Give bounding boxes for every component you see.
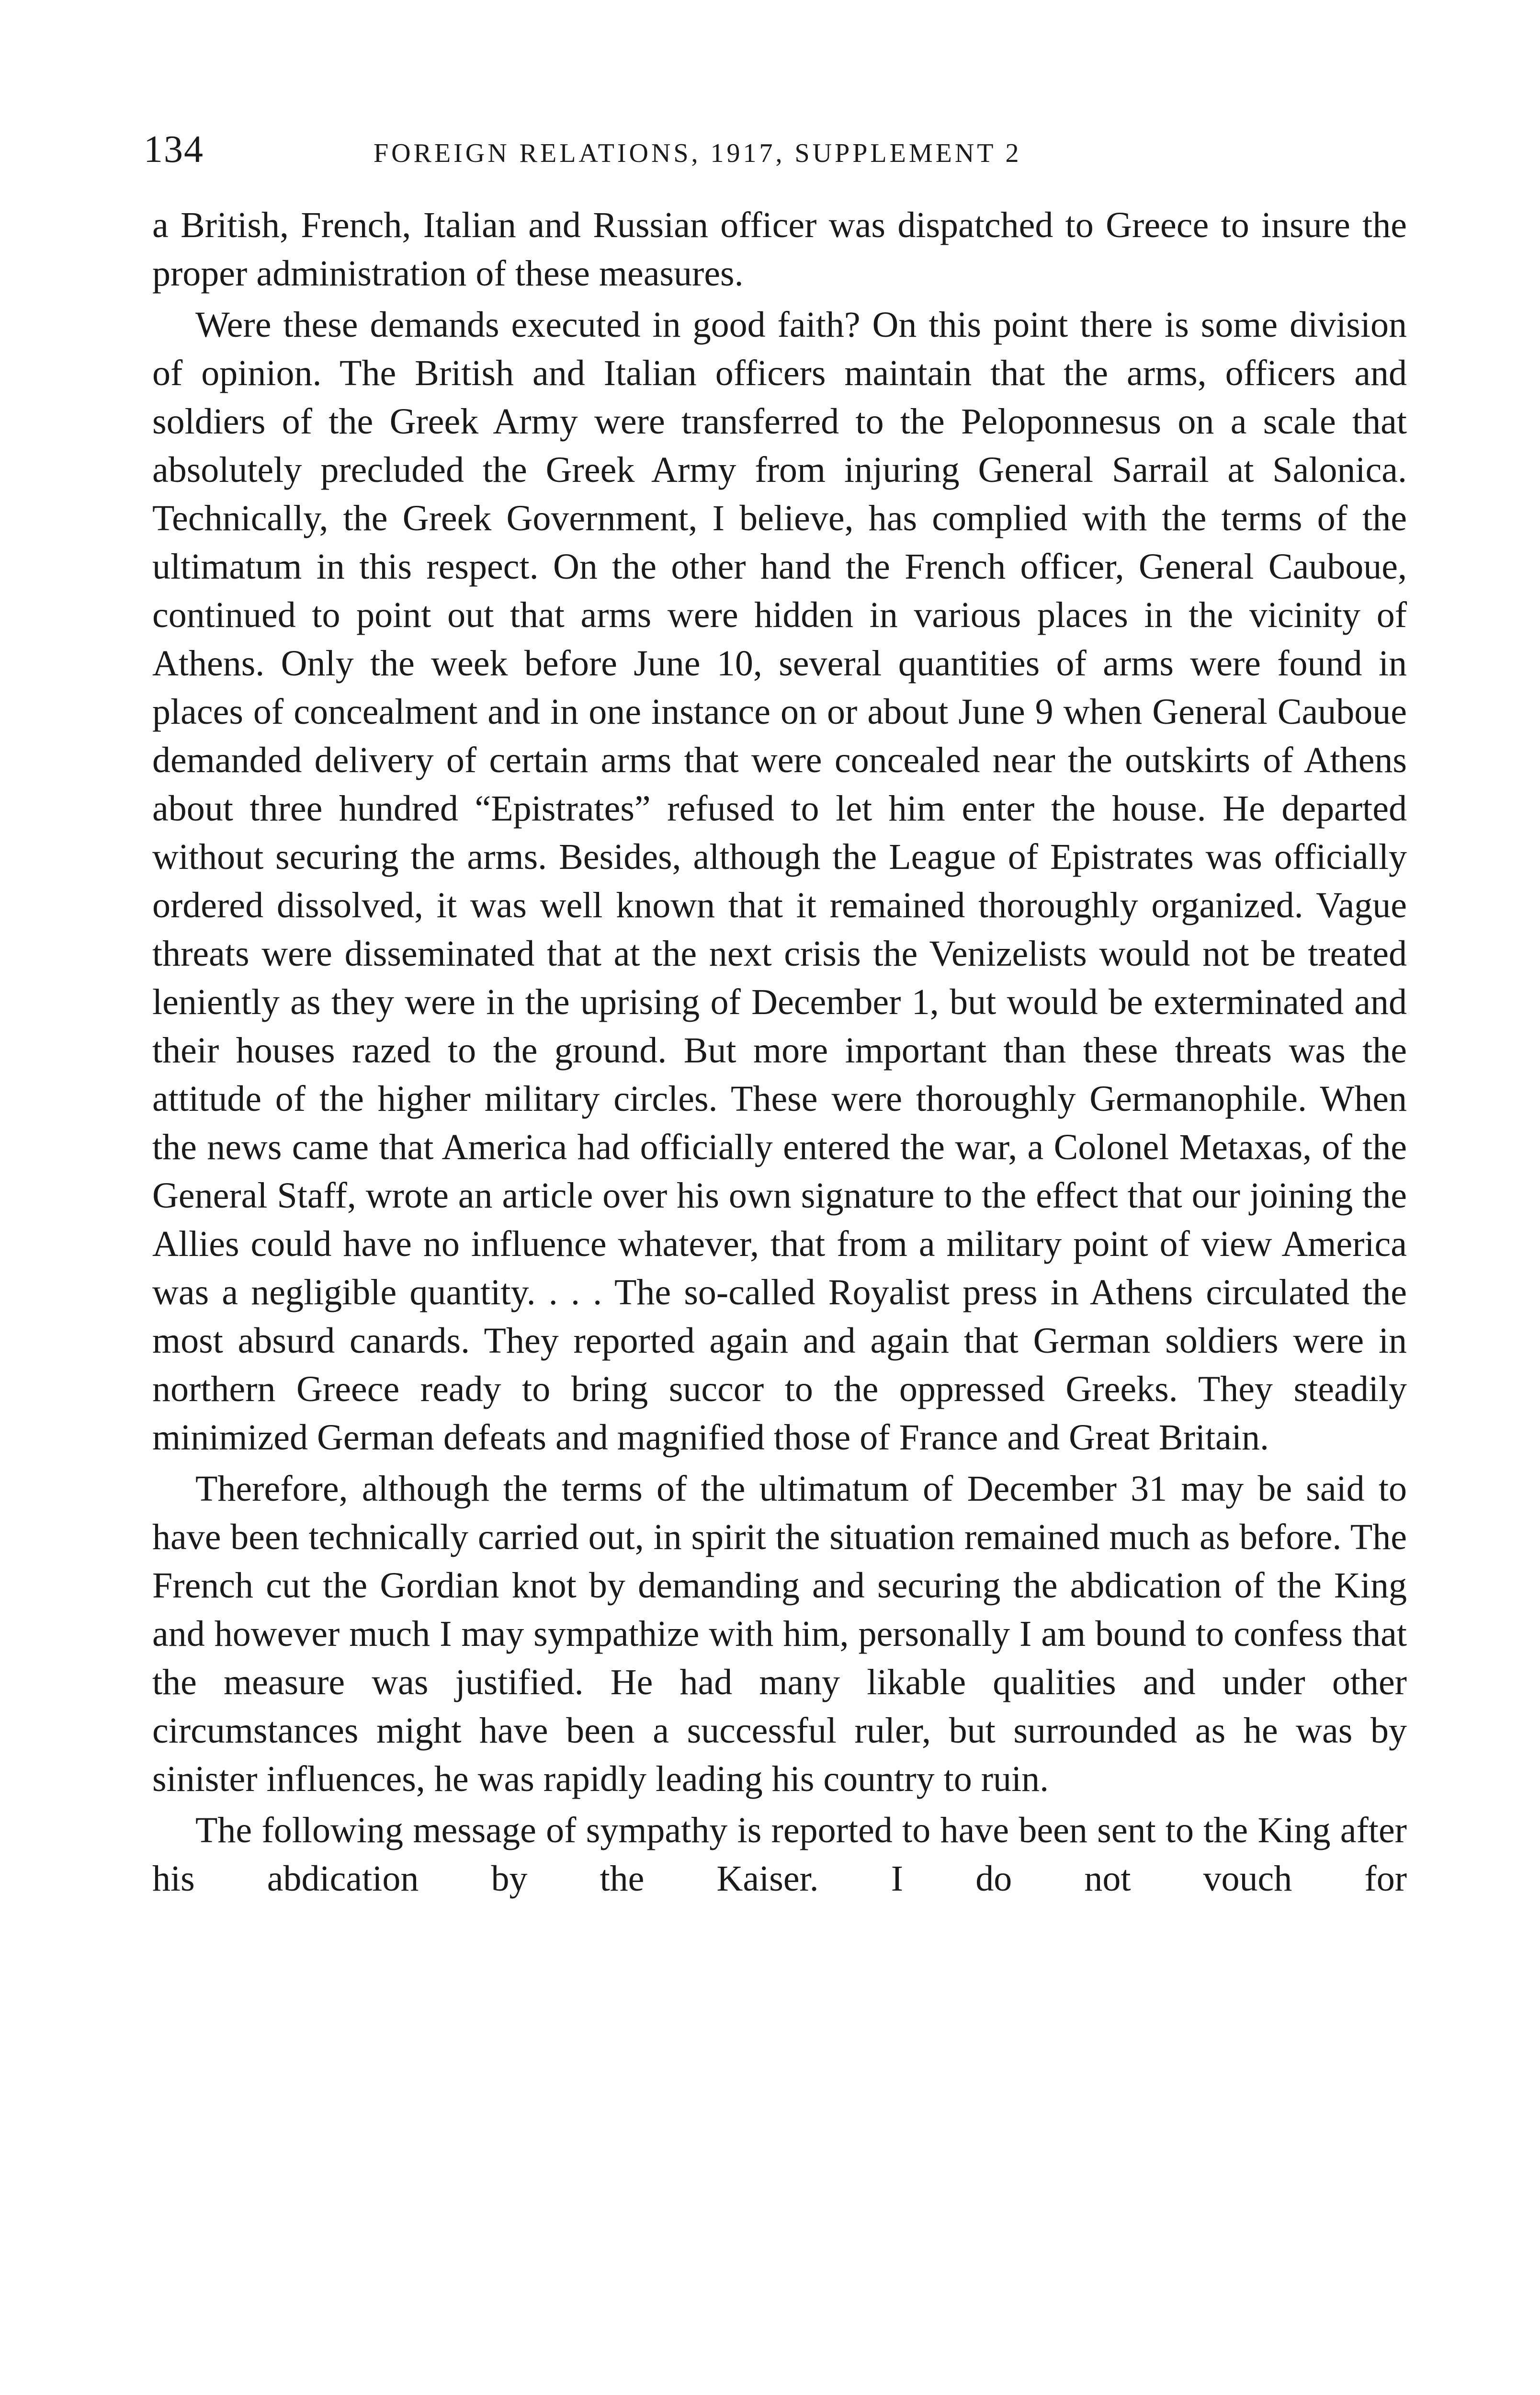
body-text	[152, 201, 1407, 2395]
page-header	[144, 121, 1422, 178]
page-number: 134	[144, 128, 204, 171]
paragraph-abdication: Therefore, although the terms of the ultimatum of December 31 may be said to have been technically carried out, in spirit the situation remained much as before. The French cut the Gordian knot by demanding and securing the abdication of the King and however much I may sympathize with him, personally I am bound to confess that the measure was justified. He had many likable qualities and under other circumstances might have been a successful ruler, but surrounded as he was by sinister influences, he was rapidly leading his country to ruin.	[152, 1469, 1407, 1799]
paragraph-kaiser-message: The following message of sympathy is reported to have been sent to the King after his abdication by the Kaiser. I do not vouch for	[152, 1810, 1407, 1899]
paragraph-demands-good-faith: Were these demands executed in good faith? On this point there is some division of opinion. The British and Italian officers maintain that the arms, officers and soldiers of the Greek Army were transferred to the Peloponnesus on a scale that absolutely precluded the Greek Army from injuring General Sarrail at Salonica. Technically, the Greek Government, I believe, has complied with the terms of the ultimatum in this respect. On the other hand the French officer, General Cauboue, continued to point out that arms were hidden in various places in the vicinity of Athens. Only the week before June 10, several quantities of arms were found in places of concealment and in one instance on or about June 9 when General Cauboue demanded delivery of certain arms that were concealed near the outskirts of Athens about three hundred “Epistrates” refused to let him enter the house. He departed without securing the arms. Besides, although the League of Epistrates was officially ordered dissolved, it was well known that it remained thoroughly organized. Vague threats were disseminated that at the next crisis the Venizelists would not be treated leniently as they were in the uprising of December 1, but would be exterminated and their houses razed to the ground. But more important than these threats was the attitude of the higher military circles. These were thoroughly Germanophile. When the news came that America had officially entered the war, a Colonel Metaxas, of the General Staff, wrote an article over his own signature to the effect that our joining the Allies could have no influence whatever, that from a military point of view America was a negligible quantity. . . . The so-called Royalist press in Athens circulated the most absurd canards. They reported again and again that German soldiers were in northern Greece ready to bring succor to the oppressed Greeks. They steadily minimized German defeats and magnified those of France and Great Britain.	[152, 305, 1407, 1458]
paragraph-continued: a British, French, Italian and Russian officer was dispatched to Greece to insure the proper administration of these measures.	[152, 205, 1407, 294]
running-head: FOREIGN RELATIONS, 1917, SUPPLEMENT 2	[374, 138, 1022, 168]
